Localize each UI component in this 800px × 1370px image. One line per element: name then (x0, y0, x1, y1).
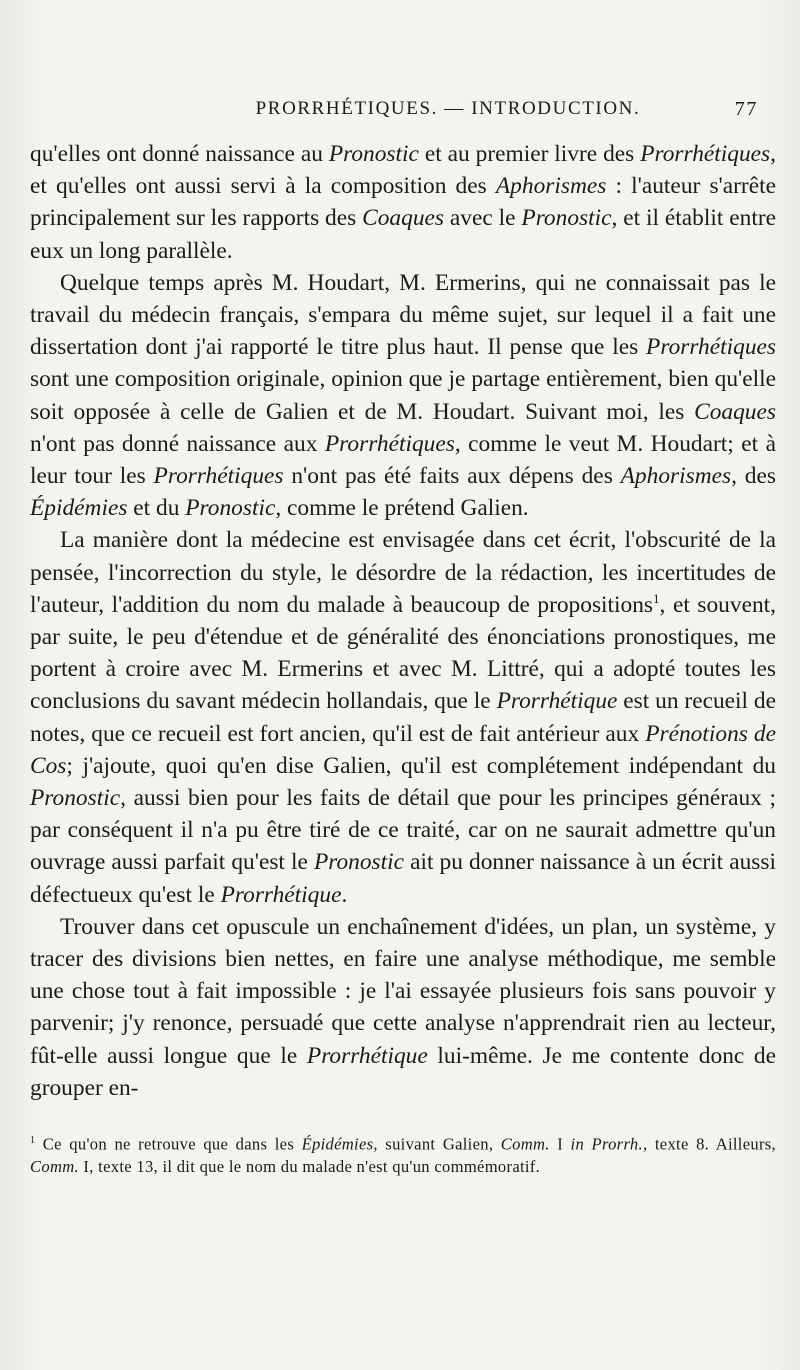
italic-title: Pronostic (185, 495, 276, 522)
page-number: 77 (734, 98, 758, 120)
italic-title: Pronostic (30, 785, 121, 812)
text-run: Quelque temps après M. Houdart, M. Ermerins, qui ne connaissait pas le travail du médecin français, s'empara du même sujet, sur lequel il a fait une dissertation dont j'ai rapporté le titre plus haut. Il pense que les (30, 269, 776, 361)
running-head (30, 98, 776, 128)
italic-title: Comm. (500, 1134, 550, 1154)
italic-title: Prorrhétique (306, 1042, 428, 1069)
text-run: I (549, 1134, 571, 1154)
italic-title: Prorrhétiques (153, 463, 284, 490)
text-run: lui-même. Je me contente donc de grouper en- (30, 1042, 776, 1101)
text-run: sont une composition originale, opinion que je partage entièrement, bien qu'elle soit opposée à celle de Galien et de M. Houdart. Suivant moi, les (30, 366, 776, 425)
italic-title: Aphorismes (620, 463, 732, 490)
italic-title: Coaques (694, 398, 776, 425)
paragraph (30, 138, 776, 267)
paragraph (30, 911, 776, 1104)
text-run: qu'elles ont donné naissance au (30, 141, 329, 167)
italic-title: Aphorismes (495, 173, 607, 200)
text-run: , et souvent, par suite, le peu d'étendue et de généralité des énonciations pronostiques, me portent à croire avec M. Ermerins et avec M. Littré, qui a adopté toutes les conclusions du savant médecin hollandais, que le (30, 591, 776, 715)
italic-title: Prorrhétique (496, 688, 618, 715)
italic-title: in Prorrh. (570, 1134, 643, 1154)
italic-title: Pronostic (313, 849, 405, 876)
text-run: et du (127, 495, 186, 522)
body-text (30, 138, 776, 1104)
running-title: PRORRHÉTIQUES. — INTRODUCTION. (255, 98, 641, 119)
text-run: , comme le veut M. Houdart; et à leur tour les (30, 430, 776, 490)
text-run: n'ont pas été faits aux dépens des (283, 463, 621, 490)
text-run: ait pu donner naissance à un écrit aussi défectueux qu'est le (30, 849, 777, 908)
italic-title: Prorrhétiques (646, 334, 776, 361)
italic-title: Comm. (30, 1156, 79, 1176)
footnote-mark: 1 (30, 1135, 36, 1147)
text-run: : l'auteur s'arrête principalement sur les rapports des (30, 173, 776, 232)
paragraph (30, 267, 776, 525)
text-run: n'ont pas donné naissance aux (30, 430, 325, 457)
italic-title: Épidémies (30, 495, 128, 522)
footnote-text (30, 1135, 776, 1176)
text-run: , aussi bien pour les faits de détail que pour les principes généraux ; par conséquent il n'a pu être tiré de ce traité, car on ne saurait admettre qu'un ouvrage aussi parfait qu'est le (30, 785, 776, 876)
italic-title: Prorrhétique (220, 881, 342, 908)
text-run: Trouver dans cet opuscule un enchaînement d'idées, un plan, un système, y tracer des divisions bien nettes, en faire une analyse méthodique, me semble une chose tout à fait impossible : je l'ai essayée plusieurs fois sans pouvoir y parvenir; j'y renonce, persuadé que cette analyse n'apprendrait rien au lecteur, fût-elle aussi longue que le (30, 913, 776, 1069)
italic-title: Pronostic (521, 205, 612, 232)
italic-title: Prénotions de Cos (30, 720, 776, 779)
text-run: , suivant Galien, (373, 1134, 501, 1154)
text-run: , des (731, 463, 776, 490)
paragraph (30, 524, 776, 910)
text-run: avec le (444, 205, 522, 232)
text-run: et au premier livre des (418, 141, 641, 167)
text-run: La manière dont la médecine est envisagée dans cet écrit, l'obscurité de la pensée, l'incorrection du style, le désordre de la rédaction, les incertitudes de l'auteur, l'addition du nom du malade à beaucoup de propositions (30, 527, 776, 618)
text-run: , comme le prétend Galien. (275, 495, 529, 522)
text-run: , et qu'elles ont aussi servi à la composition des (30, 141, 776, 200)
italic-title: Prorrhétiques (640, 141, 771, 167)
italic-title: Coaques (362, 205, 445, 232)
text-run: Ce qu'on ne retrouve que dans les (42, 1134, 302, 1154)
text-run: . (341, 881, 348, 908)
text-run: I, texte 13, il dit que le nom du malade n'est qu'un commémoratif. (78, 1156, 541, 1176)
italic-title: Pronostic (328, 141, 419, 167)
footnote (30, 1130, 776, 1178)
footnote-reference: 1 (653, 591, 660, 607)
italic-title: Prorrhétiques (324, 430, 455, 457)
text-run: , texte 8. Ailleurs, (642, 1134, 776, 1154)
text-run: est un recueil de notes, que ce recueil est fort ancien, qu'il est de fait antérieur aux (30, 688, 776, 747)
text-run: , et il établit entre eux un long parallèle. (30, 205, 776, 264)
italic-title: Épidémies (301, 1134, 374, 1154)
text-run: ; j'ajoute, quoi qu'en dise Galien, qu'il est complétement indépendant du (66, 752, 776, 779)
